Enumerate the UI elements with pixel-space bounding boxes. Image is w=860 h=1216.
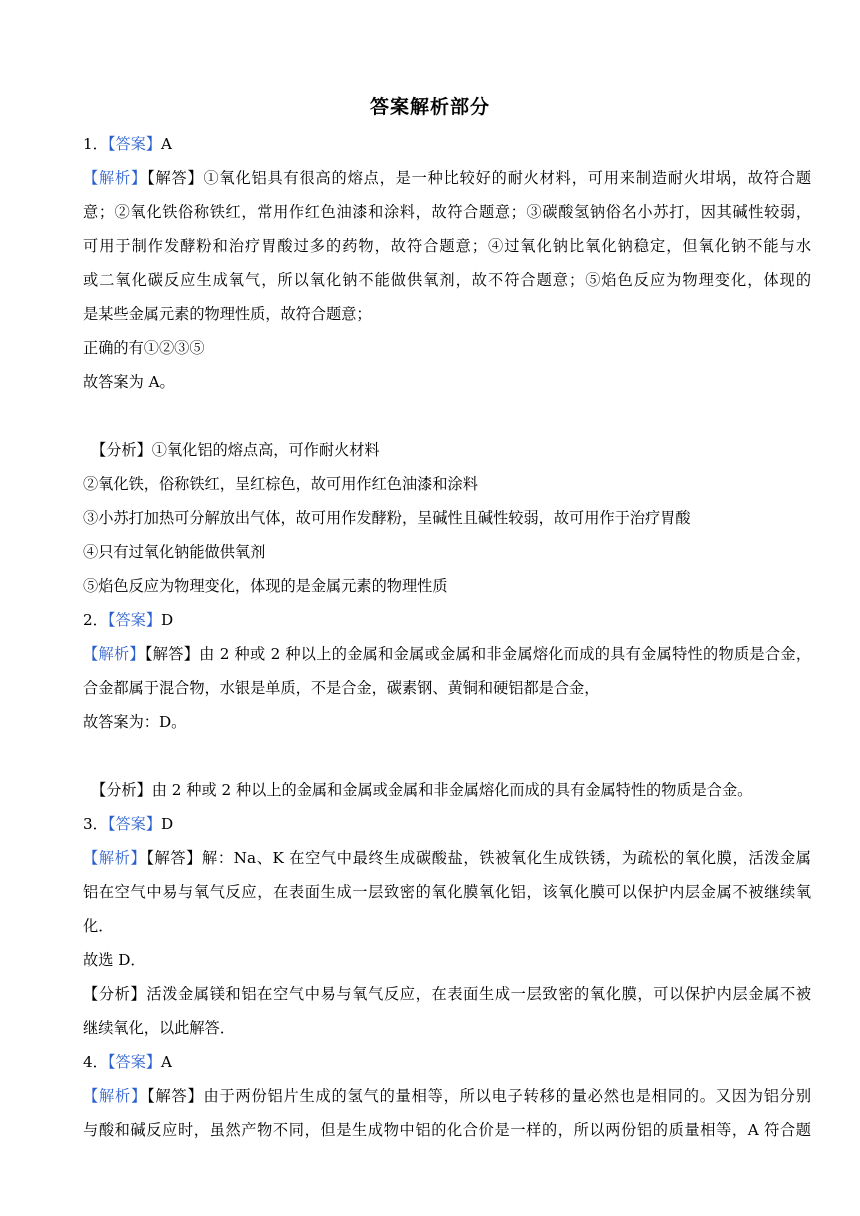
solution-line: 或二氧化碳反应生成氧气，所以氧化钠不能做供氧剂，故不符合题意；⑤焰色反应为物理变化，体现的 — [83, 271, 811, 289]
answer-line: 4．【答案】A — [83, 1053, 172, 1071]
answer-value: D — [161, 815, 174, 833]
solution-line: 正确的有①②③⑤ — [83, 339, 205, 357]
solution-line: 【解析】【解答】①氧化铝具有很高的熔点，是一种比较好的耐火材料，可用来制造耐火坩埚，故符合题 — [83, 169, 812, 187]
solution-tag: 【解析】 — [83, 849, 147, 867]
analysis-line: 【分析】活泼金属镁和铝在空气中易与氧气反应，在表面生成一层致密的氧化膜，可以保护内层金属不被 — [83, 985, 811, 1003]
solution-line: 【解析】【解答】由 2 种或 2 种以上的金属和金属或金属和非金属熔化而成的具有金属特性的物质是合金， — [83, 645, 812, 663]
answer-value: A — [161, 1053, 172, 1071]
answer-line: 2．【答案】D — [83, 611, 174, 629]
analysis-line: ④只有过氧化钠能做供氧剂 — [83, 543, 266, 561]
solution-line: 故答案为 A。 — [83, 373, 175, 391]
solution-line: 化． — [83, 917, 114, 935]
solution-line: 铝在空气中易与氧气反应，在表面生成一层致密的氧化膜氧化铝，该氧化膜可以保护内层金属不被继续氧 — [83, 883, 811, 901]
analysis-line: ②氧化铁，俗称铁红，呈红棕色，故可用作红色油漆和涂料 — [83, 475, 478, 493]
solution-line: 是某些金属元素的物理性质，故符合题意； — [83, 305, 372, 323]
answer-line: 1．【答案】A — [83, 135, 172, 153]
answer-value: A — [161, 135, 172, 153]
answer-value: D — [161, 611, 174, 629]
solution-tag: 【解析】 — [83, 1087, 148, 1105]
solution-line: 故选 D． — [83, 951, 146, 969]
analysis-line: ③小苏打加热可分解放出气体，故可用作发酵粉，呈碱性且碱性较弱，故可用作于治疗胃酸 — [83, 509, 691, 527]
solution-tag: 【解析】 — [83, 169, 148, 187]
answer-tag: 【答案】 — [107, 611, 162, 629]
solution-line: 合金都属于混合物，水银是单质，不是合金，碳素钢、黄铜和硬铝都是合金， — [83, 679, 600, 697]
solution-line: 故答案为：D。 — [83, 713, 187, 731]
solution-line: 【解析】【解答】解：Na、K 在空气中最终生成碳酸盐，铁被氧化生成铁锈，为疏松的氧化膜，活泼金属 — [83, 849, 811, 867]
solution-line: 【解析】【解答】由于两份铝片生成的氢气的量相等，所以电子转移的量必然也是相同的。又因为铝分别 — [83, 1087, 812, 1105]
solution-line: 意；②氧化铁俗称铁红，常用作红色油漆和涂料，故符合题意；③碳酸氢钠俗名小苏打，因其碱性较弱， — [83, 203, 811, 221]
answer-tag: 【答案】 — [107, 815, 162, 833]
analysis-line: 【分析】①氧化铝的熔点高，可作耐火材料 — [91, 441, 380, 459]
solution-line: 与酸和碱反应时，虽然产物不同，但是生成物中铝的化合价是一样的，所以两份铝的质量相等，A 符合题 — [83, 1121, 811, 1139]
solution-tag: 【解析】 — [83, 645, 145, 663]
analysis-line: 【分析】由 2 种或 2 种以上的金属和金属或金属和非金属熔化而成的具有金属特性的物质是合金。 — [91, 781, 753, 799]
page-title: 答案解析部分 — [369, 96, 490, 118]
answer-tag: 【答案】 — [107, 135, 162, 153]
answer-list — [83, 127, 811, 1147]
answer-tag: 【答案】 — [107, 1053, 162, 1071]
answer-line: 3．【答案】D — [83, 815, 174, 833]
solution-line: 可用于制作发酵粉和治疗胃酸过多的药物，故符合题意；④过氧化钠比氧化钠稳定，但氧化钠不能与水 — [83, 237, 811, 255]
analysis-line: 继续氧化，以此解答． — [83, 1019, 235, 1037]
analysis-line: ⑤焰色反应为物理变化，体现的是金属元素的物理性质 — [83, 577, 448, 595]
